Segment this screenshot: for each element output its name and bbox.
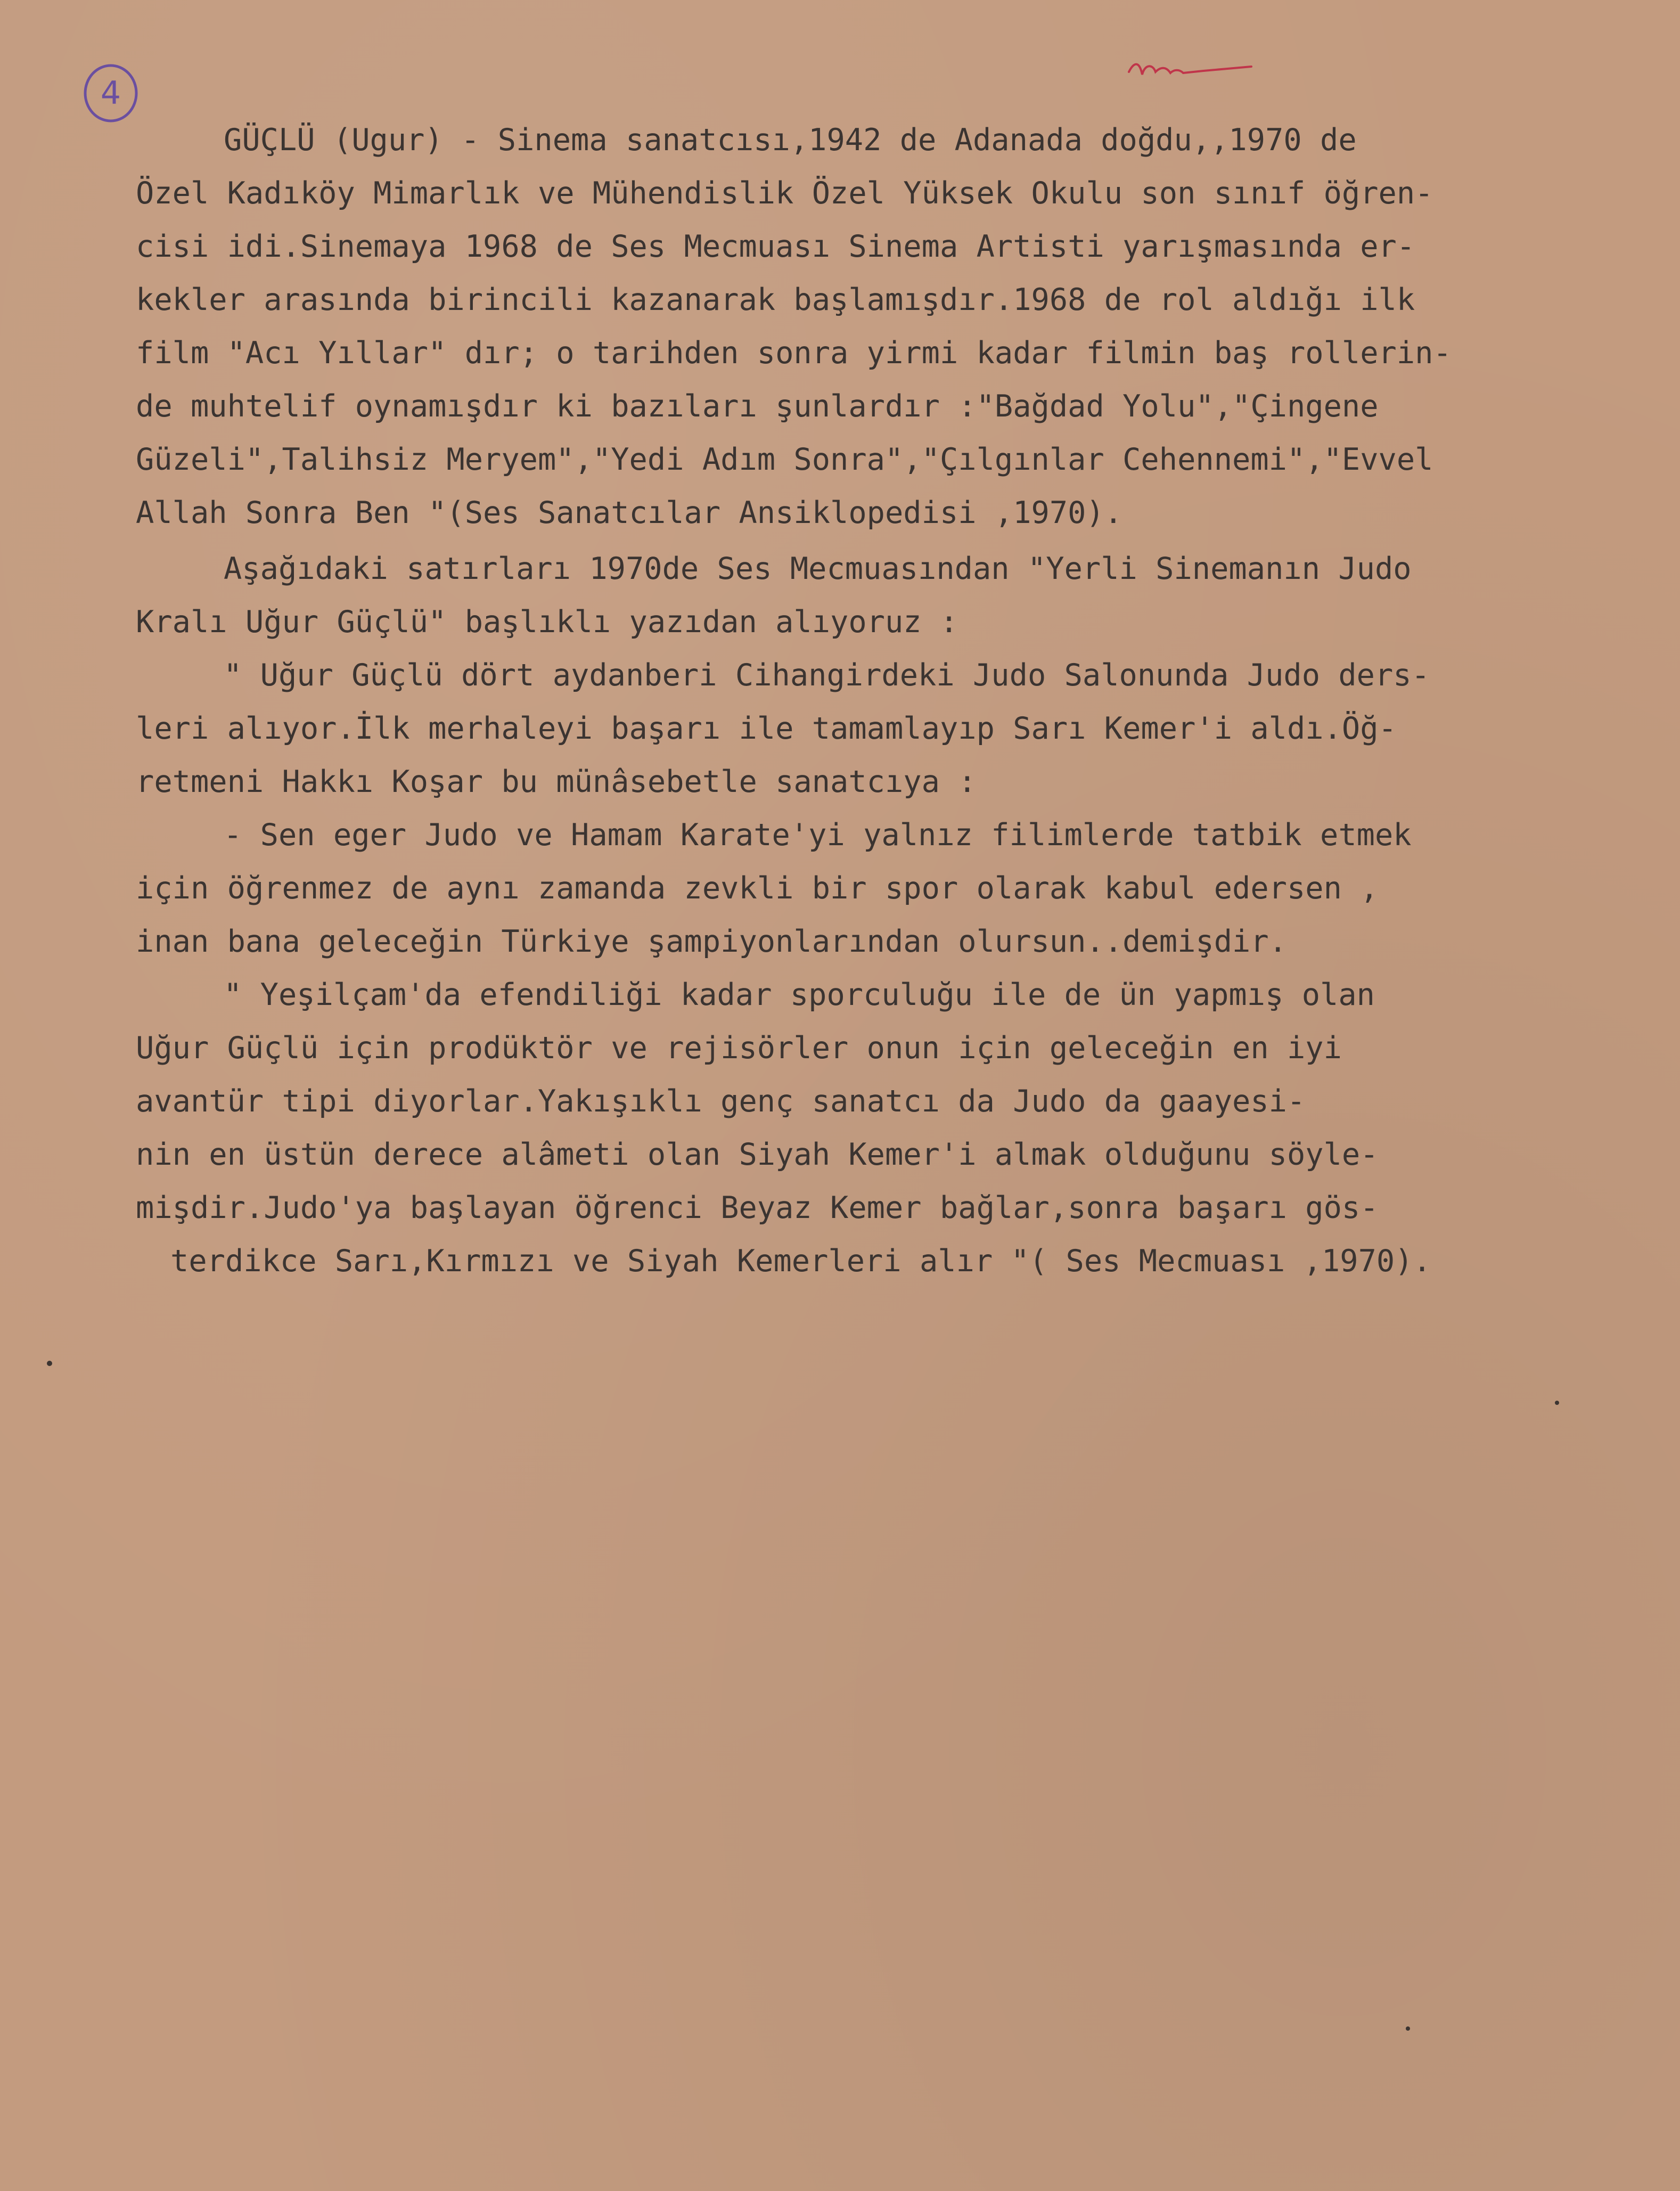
- text-line: mişdir.Judo'ya başlayan öğrenci Beyaz Kemer bağlar,sonra başarı gös-: [136, 1190, 1379, 1225]
- text-line: inan bana geleceğin Türkiye şampiyonlarından olursun..demişdir.: [136, 924, 1287, 959]
- text-line: cisi idi.Sinemaya 1968 de Ses Mecmuası Sinema Artisti yarışmasında er-: [136, 229, 1415, 264]
- paper-speck: [1406, 2026, 1410, 2031]
- paper-speck: [1555, 1401, 1559, 1405]
- text-line: Özel Kadıköy Mimarlık ve Mühendislik Özel Yüksek Okulu son sınıf öğren-: [136, 176, 1433, 211]
- text-line: terdikce Sarı,Kırmızı ve Siyah Kemerleri alır "( Ses Mecmuası ,1970).: [170, 1244, 1431, 1279]
- page-number-circle: [80, 61, 144, 125]
- text-line: kekler arasında birincili kazanarak başlamışdır.1968 de rol aldığı ilk: [136, 282, 1415, 317]
- text-line: " Uğur Güçlü dört aydanberi Cihangirdeki Judo Salonunda Judo ders-: [224, 658, 1430, 693]
- text-line: retmeni Hakkı Koşar bu münâsebetle sanatcıya :: [136, 764, 977, 799]
- paper-speck: [47, 1361, 52, 1366]
- page-number-text: 4: [100, 75, 121, 112]
- text-line: için öğrenmez de aynı zamanda zevkli bir spor olarak kabul edersen ,: [136, 871, 1379, 906]
- text-line: de muhtelif oynamışdır ki bazıları şunlardır :"Bağdad Yolu","Çingene: [136, 389, 1379, 424]
- page-number-mark: [80, 61, 144, 125]
- text-line: " Yeşilçam'da efendiliği kadar sporculuğu ile de ün yapmış olan: [224, 977, 1375, 1012]
- text-line: avantür tipi diyorlar.Yakışıklı genç sanatcı da Judo da gaayesi-: [136, 1084, 1306, 1119]
- text-line: - Sen eger Judo ve Hamam Karate'yi yalnız filimlerde tatbik etmek: [224, 817, 1412, 853]
- text-line: Güzeli",Talihsiz Meryem","Yedi Adım Sonra","Çılgınlar Cehennemi","Evvel: [136, 442, 1433, 477]
- text-line: Uğur Güçlü için prodüktör ve rejisörler onun için geleceğin en iyi: [136, 1031, 1342, 1066]
- margin-note: [1124, 45, 1262, 88]
- text-line: nin en üstün derece alâmeti olan Siyah Kemer'i almak olduğunu söyle-: [136, 1137, 1379, 1172]
- margin-note-text: Yeni: [1124, 45, 1125, 46]
- margin-note-scribble: [1124, 45, 1262, 88]
- text-line: GÜÇLÜ (Ugur) - Sinema sanatcısı,1942 de Adanada doğdu,,1970 de: [224, 122, 1357, 158]
- text-line: Allah Sonra Ben "(Ses Sanatcılar Ansiklopedisi ,1970).: [136, 495, 1123, 530]
- text-line: Kralı Uğur Güçlü" başlıklı yazıdan alıyoruz :: [136, 604, 958, 640]
- text-line: Aşağıdaki satırları 1970de Ses Mecmuasından "Yerli Sinemanın Judo: [224, 551, 1412, 586]
- text-line: film "Acı Yıllar" dır; o tarihden sonra yirmi kadar filmin baş rollerin-: [136, 336, 1452, 371]
- text-line: leri alıyor.İlk merhaleyi başarı ile tamamlayıp Sarı Kemer'i aldı.Öğ-: [136, 711, 1397, 746]
